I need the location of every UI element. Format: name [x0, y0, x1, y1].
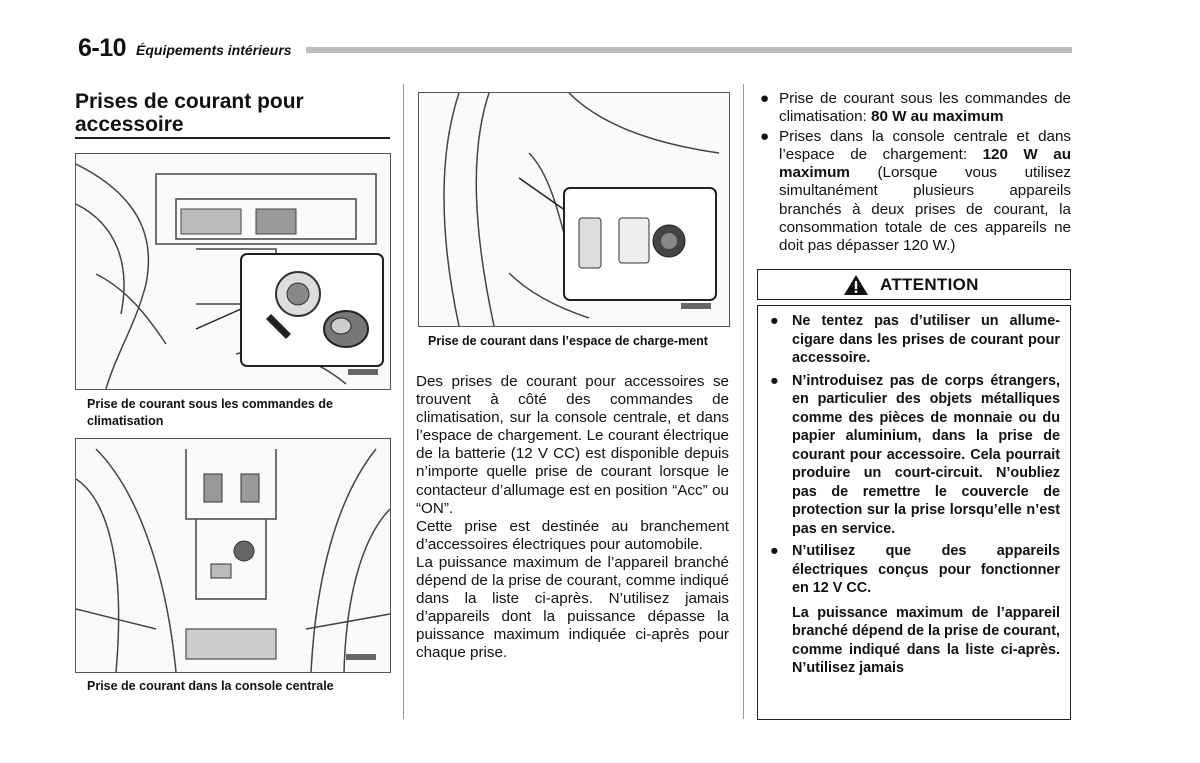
warning-list — [768, 312, 1060, 678]
body-paragraph-3: La puissance maximum de l’appareil branché dépend de la prise de courant, comme indiqué dans la liste ci-après. N’utilisez jamais d’appareils dont la puissance dépasse la puissance maximum indiquée ci-après pour chaque prise. — [416, 553, 729, 662]
power-list-item-climate — [757, 90, 1071, 126]
warning-extra-text: La puissance maximum de l’appareil branché dépend de la prise de courant, comme indiqué dans la liste ci-après. N’utilisez jamais — [792, 604, 1060, 676]
figure-climate-socket-illustration — [76, 154, 390, 389]
heading-underline — [75, 137, 390, 139]
figure-caption-console: Prise de courant dans la console centrale — [87, 679, 334, 693]
power-list-value: 80 W au maximum — [871, 108, 1004, 126]
figure-climate-socket — [75, 153, 391, 390]
figure-cargo-socket-illustration — [419, 93, 729, 326]
figure-cargo-socket — [418, 92, 730, 327]
column-divider-left — [403, 84, 404, 719]
section-heading: Prises de courant pour accessoire — [75, 90, 304, 136]
warning-text: Ne tentez pas d’utiliser un allume-cigare dans les prises de courant pour accessoire. — [792, 313, 1060, 366]
figure-caption-climate: Prise de courant sous les commandes de climatisation — [87, 397, 333, 428]
figure-center-console-illustration — [76, 439, 390, 672]
page-number: 6-10 — [78, 34, 127, 62]
body-text — [416, 373, 729, 663]
body-paragraph-2: Cette prise est destinée au branchement d’accessoires électriques pour automobile. — [416, 517, 729, 553]
power-list-text: Prise de courant sous les commandes de climatisation: — [779, 90, 1071, 126]
bullet-icon: ● — [760, 90, 770, 107]
bullet-icon: ● — [770, 313, 779, 329]
bullet-icon: ● — [770, 372, 779, 389]
power-list-rest: (Lorsque vous utilisez simultanément plusieurs appareils branchés à deux prises de courant, la consommation totale de ces appareils ne doit pas dépasser 120 W.) — [779, 164, 1071, 254]
warning-item-foreign-objects — [768, 372, 1060, 539]
warning-item-12v-only — [768, 542, 1060, 598]
power-list-value: 120 W au maximum — [779, 146, 1071, 182]
attention-label: ATTENTION — [880, 275, 979, 294]
warning-item-cigarette-lighter — [768, 312, 1060, 368]
warning-text: N’introduisez pas de corps étrangers, en particulier des objets métalliques comme des pièces de monnaie ou du papier aluminium, dans la prise de courant pour accessoire. Cela pourrait produire un court-circuit. N’oubliez pas de remettre le couvercle de protection sur la prise lorsqu’elle n’est pas en service. — [792, 372, 1060, 537]
header-rule — [306, 47, 1072, 53]
warning-text: N’utilisez que des appareils électriques conçus pour fonctionner en 12 V CC. — [792, 543, 1060, 596]
figure-center-console-socket — [75, 438, 391, 673]
bullet-icon: ● — [760, 128, 770, 146]
power-list-text: Prises dans la console centrale et dans l’espace de chargement: — [779, 128, 1071, 164]
bullet-icon: ● — [770, 543, 779, 559]
figure-caption-cargo: Prise de courant dans l’espace de charge-ment — [428, 334, 708, 348]
section-title: Équipements intérieurs — [136, 42, 292, 58]
page-header — [78, 34, 1072, 64]
power-list — [757, 90, 1071, 255]
power-list-item-console-cargo — [757, 128, 1071, 255]
attention-header — [757, 269, 1071, 300]
column-divider-right — [743, 84, 744, 719]
warning-triangle-icon — [843, 274, 869, 296]
body-paragraph-1: Des prises de courant pour accessoires se trouvent à côté des commandes de climatisation, sur la console centrale, et dans l’espace de chargement. Le courant électrique de la batterie (12 V CC) est disponible depuis n’importe quelle prise de courant lorsque le contacteur d’allumage est en position “Acc” ou “ON”. — [416, 373, 729, 517]
